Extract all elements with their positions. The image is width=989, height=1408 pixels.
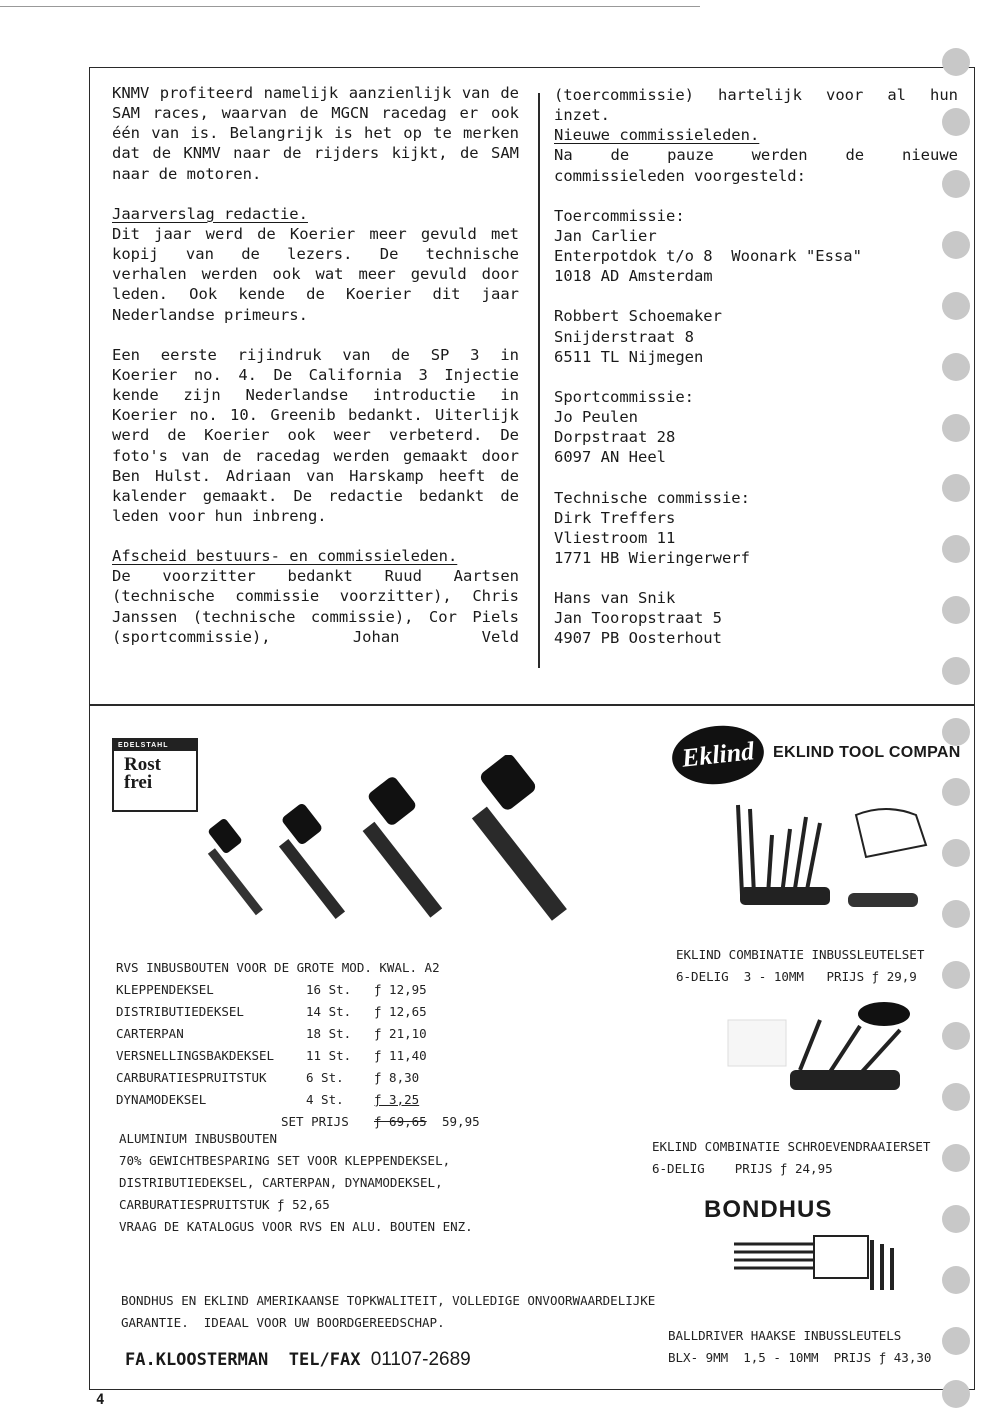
tel-number: 01107-2689 — [370, 1349, 471, 1370]
item-name: CARBURATIESPRUITSTUK — [116, 1070, 267, 1085]
rostfrei-line2: frei — [124, 772, 153, 793]
text-line: foto's van de racedag werden gemaakt door — [112, 446, 519, 465]
item-name: VERSNELLINGSBAKDEKSEL — [116, 1048, 275, 1063]
balldriver-illustration — [730, 1234, 900, 1294]
page-number: 4 — [96, 1392, 105, 1408]
text-line: leden. Ook kende de Koerier dit jaar — [112, 285, 519, 304]
text-line: verhalen werden ook wat meer gevuld door — [112, 265, 519, 284]
screwdriver-set-illustration — [720, 1000, 920, 1100]
set-price-new: 59,95 — [442, 1114, 480, 1129]
bondhus-logo: BONDHUS — [704, 1196, 833, 1223]
item-qty: 14 St. — [306, 1004, 352, 1019]
text-line: 6511 TL Nijmegen — [554, 347, 704, 366]
text-line: Jan Tooropstraat 5 — [554, 609, 722, 628]
text-line: Koerier no. 10. Greenib bedankt. Uiterlijk — [112, 406, 519, 425]
eklind-set2-line2: 6-DELIG PRIJS ƒ 24,95 — [652, 1161, 833, 1176]
text-line: (sportcommissie), Johan Veld — [112, 627, 519, 646]
text-line: (toercommissie) hartelijk voor al hun — [554, 86, 958, 104]
text-line: Ben Hulst. Adriaan van Harskamp heeft de — [112, 466, 519, 485]
guarantee-line: GARANTIE. IDEAAL VOOR UW BOORDGEREEDSCHAP. — [121, 1315, 445, 1330]
rostfrei-bar-text: EDELSTAHL — [114, 740, 196, 751]
binder-hole — [942, 778, 970, 806]
left-column — [112, 83, 519, 647]
text-line: Janssen (technische commissie), Cor Piels — [112, 607, 519, 626]
bolt-icon — [207, 817, 263, 915]
bolt-icon — [279, 802, 345, 919]
binder-hole — [942, 1083, 970, 1111]
text-line: leden voor hun inbreng. — [112, 506, 327, 525]
item-qty: 4 St. — [306, 1092, 344, 1107]
text-line: KNMV profiteerd namelijk aanzienlijk van de — [112, 84, 519, 102]
text-line: commissieleden voorgesteld: — [554, 166, 806, 185]
binder-hole — [942, 1022, 970, 1050]
text-line: Hans van Snik — [554, 589, 676, 608]
text-line: Jo Peulen — [554, 408, 638, 427]
item-name: DISTRIBUTIEDEKSEL — [116, 1004, 244, 1019]
rostfrei-logo — [112, 738, 198, 812]
text-line: kopij van de lezers. De technische — [112, 245, 519, 264]
item-price: ƒ 8,30 — [374, 1070, 420, 1085]
text-line: Toercommissie: — [554, 206, 685, 225]
item-qty: 16 St. — [306, 982, 352, 997]
tel-label: TEL/FAX — [288, 1350, 361, 1370]
alu-line: ALUMINIUM INBUSBOUTEN — [119, 1131, 278, 1146]
text-line: inzet. — [554, 106, 610, 125]
alu-line: DISTRIBUTIEDEKSEL, CARTERPAN, DYNAMODEKSEL, — [119, 1175, 443, 1190]
text-line: 4907 PB Oosterhout — [554, 629, 722, 648]
text-line: (technische commissie voorzitter), Chris — [112, 587, 519, 606]
item-price: ƒ 3,25 — [374, 1092, 420, 1107]
firm-contact — [125, 1349, 471, 1371]
rvs-title: RVS INBUSBOUTEN VOOR DE GROTE MOD. KWAL. A2 — [116, 960, 440, 975]
text-line: Dorpstraat 28 — [554, 428, 676, 447]
right-column — [554, 85, 958, 649]
hex-key-set-illustration — [728, 795, 943, 925]
binder-hole — [942, 718, 970, 746]
binder-hole — [942, 839, 970, 867]
text-line: Een eerste rijindruk van de SP 3 in — [112, 345, 519, 364]
text-line: Dit jaar werd de Koerier meer gevuld met — [112, 224, 519, 243]
alu-line: 70% GEWICHTBESPARING SET VOOR KLEPPENDEKSEL, — [119, 1153, 451, 1168]
binder-hole — [942, 1327, 970, 1355]
text-line: 6097 AN Heel — [554, 448, 666, 467]
text-line: Enterpotdok t/o 8 Woonark "Essa" — [554, 247, 862, 266]
section-heading: Afscheid bestuurs- en commissieleden. — [112, 547, 458, 566]
item-qty: 6 St. — [306, 1070, 344, 1085]
binder-hole — [942, 1144, 970, 1172]
binder-hole — [942, 961, 970, 989]
text-line: Nederlandse primeurs. — [112, 305, 308, 324]
text-line: Technische commissie: — [554, 488, 750, 507]
column-divider — [538, 93, 540, 668]
set-price-label: SET PRIJS — [281, 1114, 349, 1129]
text-line: Dirk Treffers — [554, 508, 676, 527]
set-price-old: ƒ 69,65 — [374, 1114, 427, 1129]
top-rule — [0, 6, 700, 7]
text-line: Vliestroom 11 — [554, 528, 676, 547]
section-divider — [89, 704, 975, 706]
item-price: ƒ 11,40 — [374, 1048, 427, 1063]
eklind-logo: Eklind — [669, 721, 767, 788]
item-qty: 18 St. — [306, 1026, 352, 1041]
item-price: ƒ 21,10 — [374, 1026, 427, 1041]
text-line: Snijderstraat 8 — [554, 327, 694, 346]
item-name: KLEPPENDEKSEL — [116, 982, 214, 997]
eklind-set1-line2: 6-DELIG 3 - 10MM PRIJS ƒ 29,9 — [676, 969, 917, 984]
text-line: Na de pauze werden de nieuwe — [554, 146, 958, 165]
text-line: Robbert Schoemaker — [554, 307, 722, 326]
text-line: Koerier no. 4. De California 3 Injectie — [112, 365, 519, 384]
text-line: 1018 AD Amsterdam — [554, 267, 713, 286]
guarantee-line: BONDHUS EN EKLIND AMERIKAANSE TOPKWALITEIT, VOLLEDIGE ONVOORWAARDELIJKE — [121, 1293, 656, 1308]
text-line: dat de KNMV naar de rijders kijkt, de SAM — [112, 144, 519, 163]
text-line: kende zijn Nederlandse introductie in — [112, 386, 519, 405]
binder-hole — [942, 900, 970, 928]
bolt-icon — [363, 775, 443, 918]
text-line: SAM races, waarvan de MGCN racedag er ook — [112, 104, 519, 123]
text-line: werd de Koerier ook weer verbeterd. De — [112, 426, 519, 445]
balldriver-line1: BALLDRIVER HAAKSE INBUSSLEUTELS — [668, 1328, 902, 1343]
rostfrei-text — [124, 756, 161, 792]
eklind-company-name: EKLIND TOOL COMPAN — [773, 744, 961, 761]
firm-name: FA.KLOOSTERMAN — [125, 1350, 269, 1370]
text-line: kalender gemaakt. De redactie bedankt de — [112, 486, 519, 505]
eklind-set2-line1: EKLIND COMBINATIE SCHROEVENDRAAIERSET — [652, 1139, 931, 1154]
text-line: 1771 HB Wieringerwerf — [554, 548, 750, 567]
item-price: ƒ 12,65 — [374, 1004, 427, 1019]
item-name: CARTERPAN — [116, 1026, 184, 1041]
text-line: naar de motoren. — [112, 164, 262, 183]
balldriver-line2: BLX- 9MM 1,5 - 10MM PRIJS ƒ 43,30 — [668, 1350, 932, 1365]
item-name: DYNAMODEKSEL — [116, 1092, 207, 1107]
alu-line: VRAAG DE KATALOGUS VOOR RVS EN ALU. BOUTEN ENZ. — [119, 1219, 473, 1234]
text-line: één van is. Belangrijk is het op te merken — [112, 124, 519, 143]
binder-hole — [942, 48, 970, 76]
bolt-icon — [472, 755, 567, 921]
section-heading: Nieuwe commissieleden. — [554, 126, 760, 145]
bolts-illustration — [200, 755, 610, 925]
text-line: Sportcommissie: — [554, 387, 694, 406]
text-line: De voorzitter bedankt Ruud Aartsen — [112, 567, 519, 586]
binder-hole — [942, 657, 970, 685]
alu-line: CARBURATIESPRUITSTUK ƒ 52,65 — [119, 1197, 330, 1212]
item-price: ƒ 12,95 — [374, 982, 427, 997]
text-line: Jan Carlier — [554, 226, 657, 245]
item-qty: 11 St. — [306, 1048, 352, 1063]
binder-hole — [942, 1205, 970, 1233]
eklind-set1-line1: EKLIND COMBINATIE INBUSSLEUTELSET — [676, 947, 925, 962]
rostfrei-line1: Rost — [124, 754, 161, 775]
section-heading: Jaarverslag redactie. — [112, 204, 308, 223]
binder-hole — [942, 1266, 970, 1294]
